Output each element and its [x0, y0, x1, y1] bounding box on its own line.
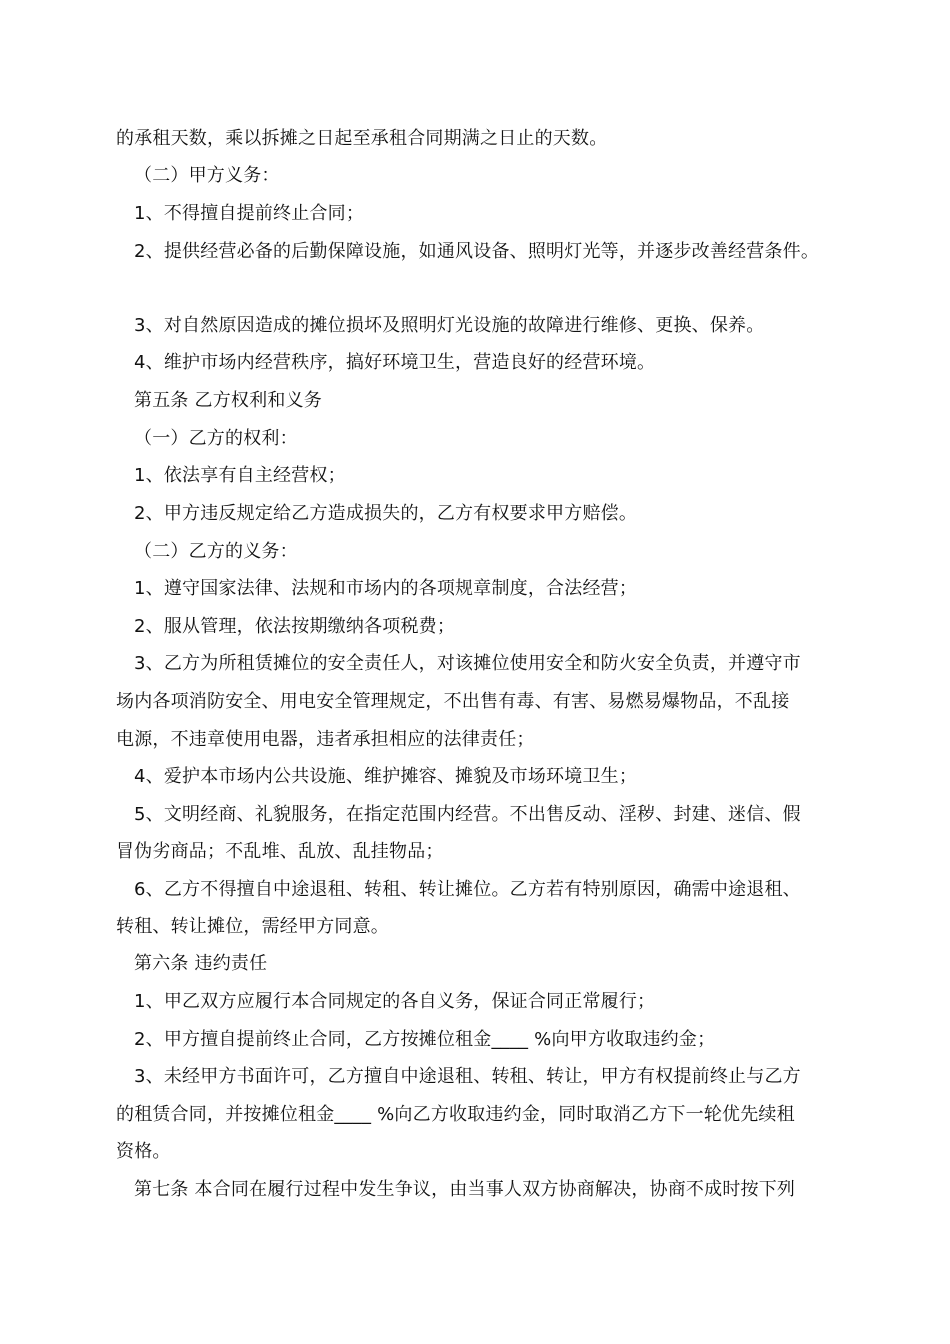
list-item: 3、未经甲方书面许可，乙方擅自中途退租、转租、转让，甲方有权提前终止与乙方 [134, 1066, 801, 1087]
list-item: 4、爱护本市场内公共设施、维护摊容、摊貌及市场环境卫生； [134, 766, 638, 787]
article-heading: 第五条 乙方权利和义务 [134, 390, 322, 411]
list-item: 3、对自然原因造成的摊位损坏及照明灯光设施的故障进行维修、更换、保养。 [134, 315, 765, 336]
list-item: 1、遵守国家法律、法规和市场内的各项规章制度，合法经营； [134, 578, 638, 599]
list-item: 6、乙方不得擅自中途退租、转租、转让摊位。乙方若有特别原因，确需中途退租、 [134, 879, 801, 900]
paragraph-line: 的承租天数，乘以拆摊之日起至承租合同期满之日止的天数。 [116, 128, 608, 149]
article-heading: 第七条 本合同在履行过程中发生争议，由当事人双方协商解决，协商不成时按下列 [134, 1179, 796, 1200]
section-heading: （二）乙方的义务： [134, 541, 298, 562]
section-heading: （二）甲方义务： [134, 165, 280, 186]
list-item: 2、提供经营必备的后勤保障设施，如通风设备、照明灯光等，并逐步改善经营条件。 [134, 241, 820, 262]
article-heading: 第六条 违约责任 [134, 953, 268, 974]
list-item: 2、服从管理，依法按期缴纳各项税费； [134, 616, 456, 637]
list-item: 2、甲方擅自提前终止合同，乙方按摊位租金____ %向甲方收取违约金； [134, 1029, 716, 1050]
list-item: 1、依法享有自主经营权； [134, 465, 346, 486]
paragraph-line: 转租、转让摊位，需经甲方同意。 [116, 916, 389, 937]
list-item: 5、文明经商、礼貌服务，在指定范围内经营。不出售反动、淫秽、封建、迷信、假 [134, 804, 801, 825]
list-item: 1、不得擅自提前终止合同； [134, 203, 365, 224]
section-heading: （一）乙方的权利： [134, 428, 298, 449]
paragraph-line: 场内各项消防安全、用电安全管理规定，不出售有毒、有害、易燃易爆物品，不乱接 [116, 691, 790, 712]
paragraph-line: 电源，不违章使用电器，违者承担相应的法律责任； [116, 729, 535, 750]
list-item: 1、甲乙双方应履行本合同规定的各自义务，保证合同正常履行； [134, 991, 656, 1012]
list-item: 2、甲方违反规定给乙方造成损失的，乙方有权要求甲方赔偿。 [134, 503, 638, 524]
paragraph-line: 的租赁合同，并按摊位租金____ %向乙方收取违约金，同时取消乙方下一轮优先续租 [116, 1104, 795, 1125]
list-item: 4、维护市场内经营秩序，搞好环境卫生，营造良好的经营环境。 [134, 352, 656, 373]
list-item: 3、乙方为所租赁摊位的安全责任人，对该摊位使用安全和防火安全负责，并遵守市 [134, 653, 801, 674]
paragraph-line: 冒伪劣商品；不乱堆、乱放、乱挂物品； [116, 841, 444, 862]
paragraph-line: 资格。 [116, 1141, 171, 1162]
